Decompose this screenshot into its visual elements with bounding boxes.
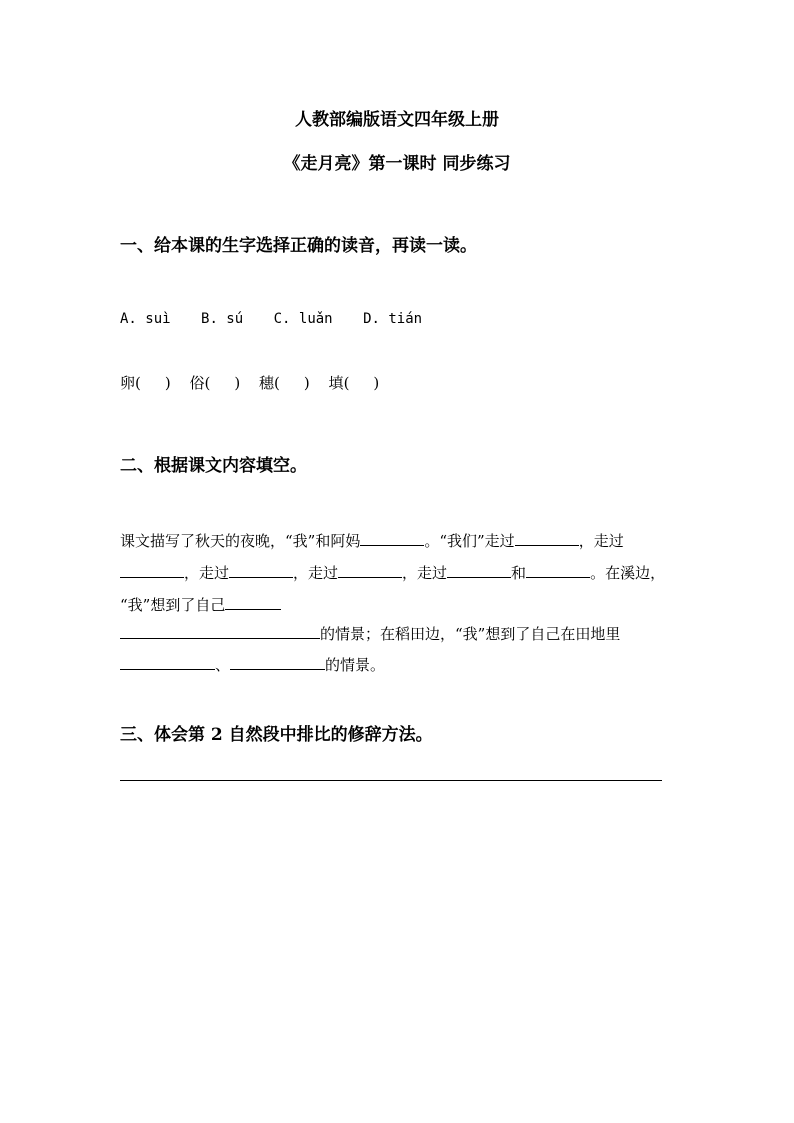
answer-bracket[interactable]: ( ) [274, 374, 310, 392]
fill-blank[interactable] [515, 529, 579, 546]
fill-line-5 [120, 653, 385, 675]
option-d: D. tián [363, 311, 423, 327]
fill-blank[interactable] [120, 561, 184, 578]
fill-line-2 [120, 561, 665, 583]
fill-blank[interactable] [230, 653, 325, 670]
answer-bracket[interactable]: ( ) [204, 374, 241, 392]
fill-text: 。“我们”走过 [424, 532, 515, 550]
fill-text: ，走过 [402, 564, 448, 582]
pinyin-options [120, 311, 422, 327]
fill-blank[interactable] [338, 561, 402, 578]
question-1-heading: 一、给本课的生字选择正确的读音，再读一读。 [120, 236, 477, 256]
char-label: 卵 [120, 374, 136, 392]
char-label: 俗 [189, 374, 205, 392]
fill-blank[interactable] [447, 561, 511, 578]
fill-text: “我”想到了自己 [120, 596, 226, 614]
char-item [329, 372, 380, 393]
fill-blank[interactable] [120, 622, 320, 639]
answer-bracket[interactable]: ( ) [343, 374, 380, 392]
fill-text: 的情景。 [325, 656, 386, 674]
worksheet-subtitle: 《走月亮》第一课时 同步练习 [283, 154, 511, 174]
fill-text: 和 [511, 564, 527, 582]
fill-text: 。在溪边， [590, 564, 666, 582]
question-2-heading: 二、根据课文内容填空。 [120, 456, 307, 476]
fill-text: 的情景；在稻田边，“我”想到了自己在田地里 [320, 625, 621, 643]
char-item [190, 372, 241, 393]
fill-text: 课文描写了秋天的夜晚，“我”和阿妈 [120, 532, 361, 550]
worksheet-title: 人教部编版语文四年级上册 [295, 110, 499, 130]
char-item [120, 372, 171, 393]
fill-blank[interactable] [526, 561, 590, 578]
fill-blank[interactable] [229, 561, 293, 578]
character-list [120, 372, 393, 393]
fill-blank[interactable] [120, 653, 215, 670]
fill-blank[interactable] [360, 529, 424, 546]
char-item [259, 372, 310, 393]
question-3-heading: 三、体会第 2 自然段中排比的修辞方法。 [120, 725, 433, 745]
fill-text: ，走过 [293, 564, 339, 582]
fill-blank[interactable] [225, 593, 281, 610]
char-label: 穗 [259, 374, 275, 392]
char-label: 填 [328, 374, 344, 392]
fill-text: 、 [215, 656, 231, 674]
answer-bracket[interactable]: ( ) [135, 374, 171, 392]
fill-line-3 [120, 593, 281, 615]
fill-text: ，走过 [578, 532, 624, 550]
answer-line[interactable] [120, 780, 662, 781]
option-c: C. luǎn [273, 311, 333, 327]
option-a: A. suì [120, 311, 171, 327]
fill-line-4 [120, 622, 620, 644]
option-b: B. sú [201, 311, 244, 327]
fill-text: ，走过 [184, 564, 230, 582]
fill-line-1 [120, 529, 624, 551]
